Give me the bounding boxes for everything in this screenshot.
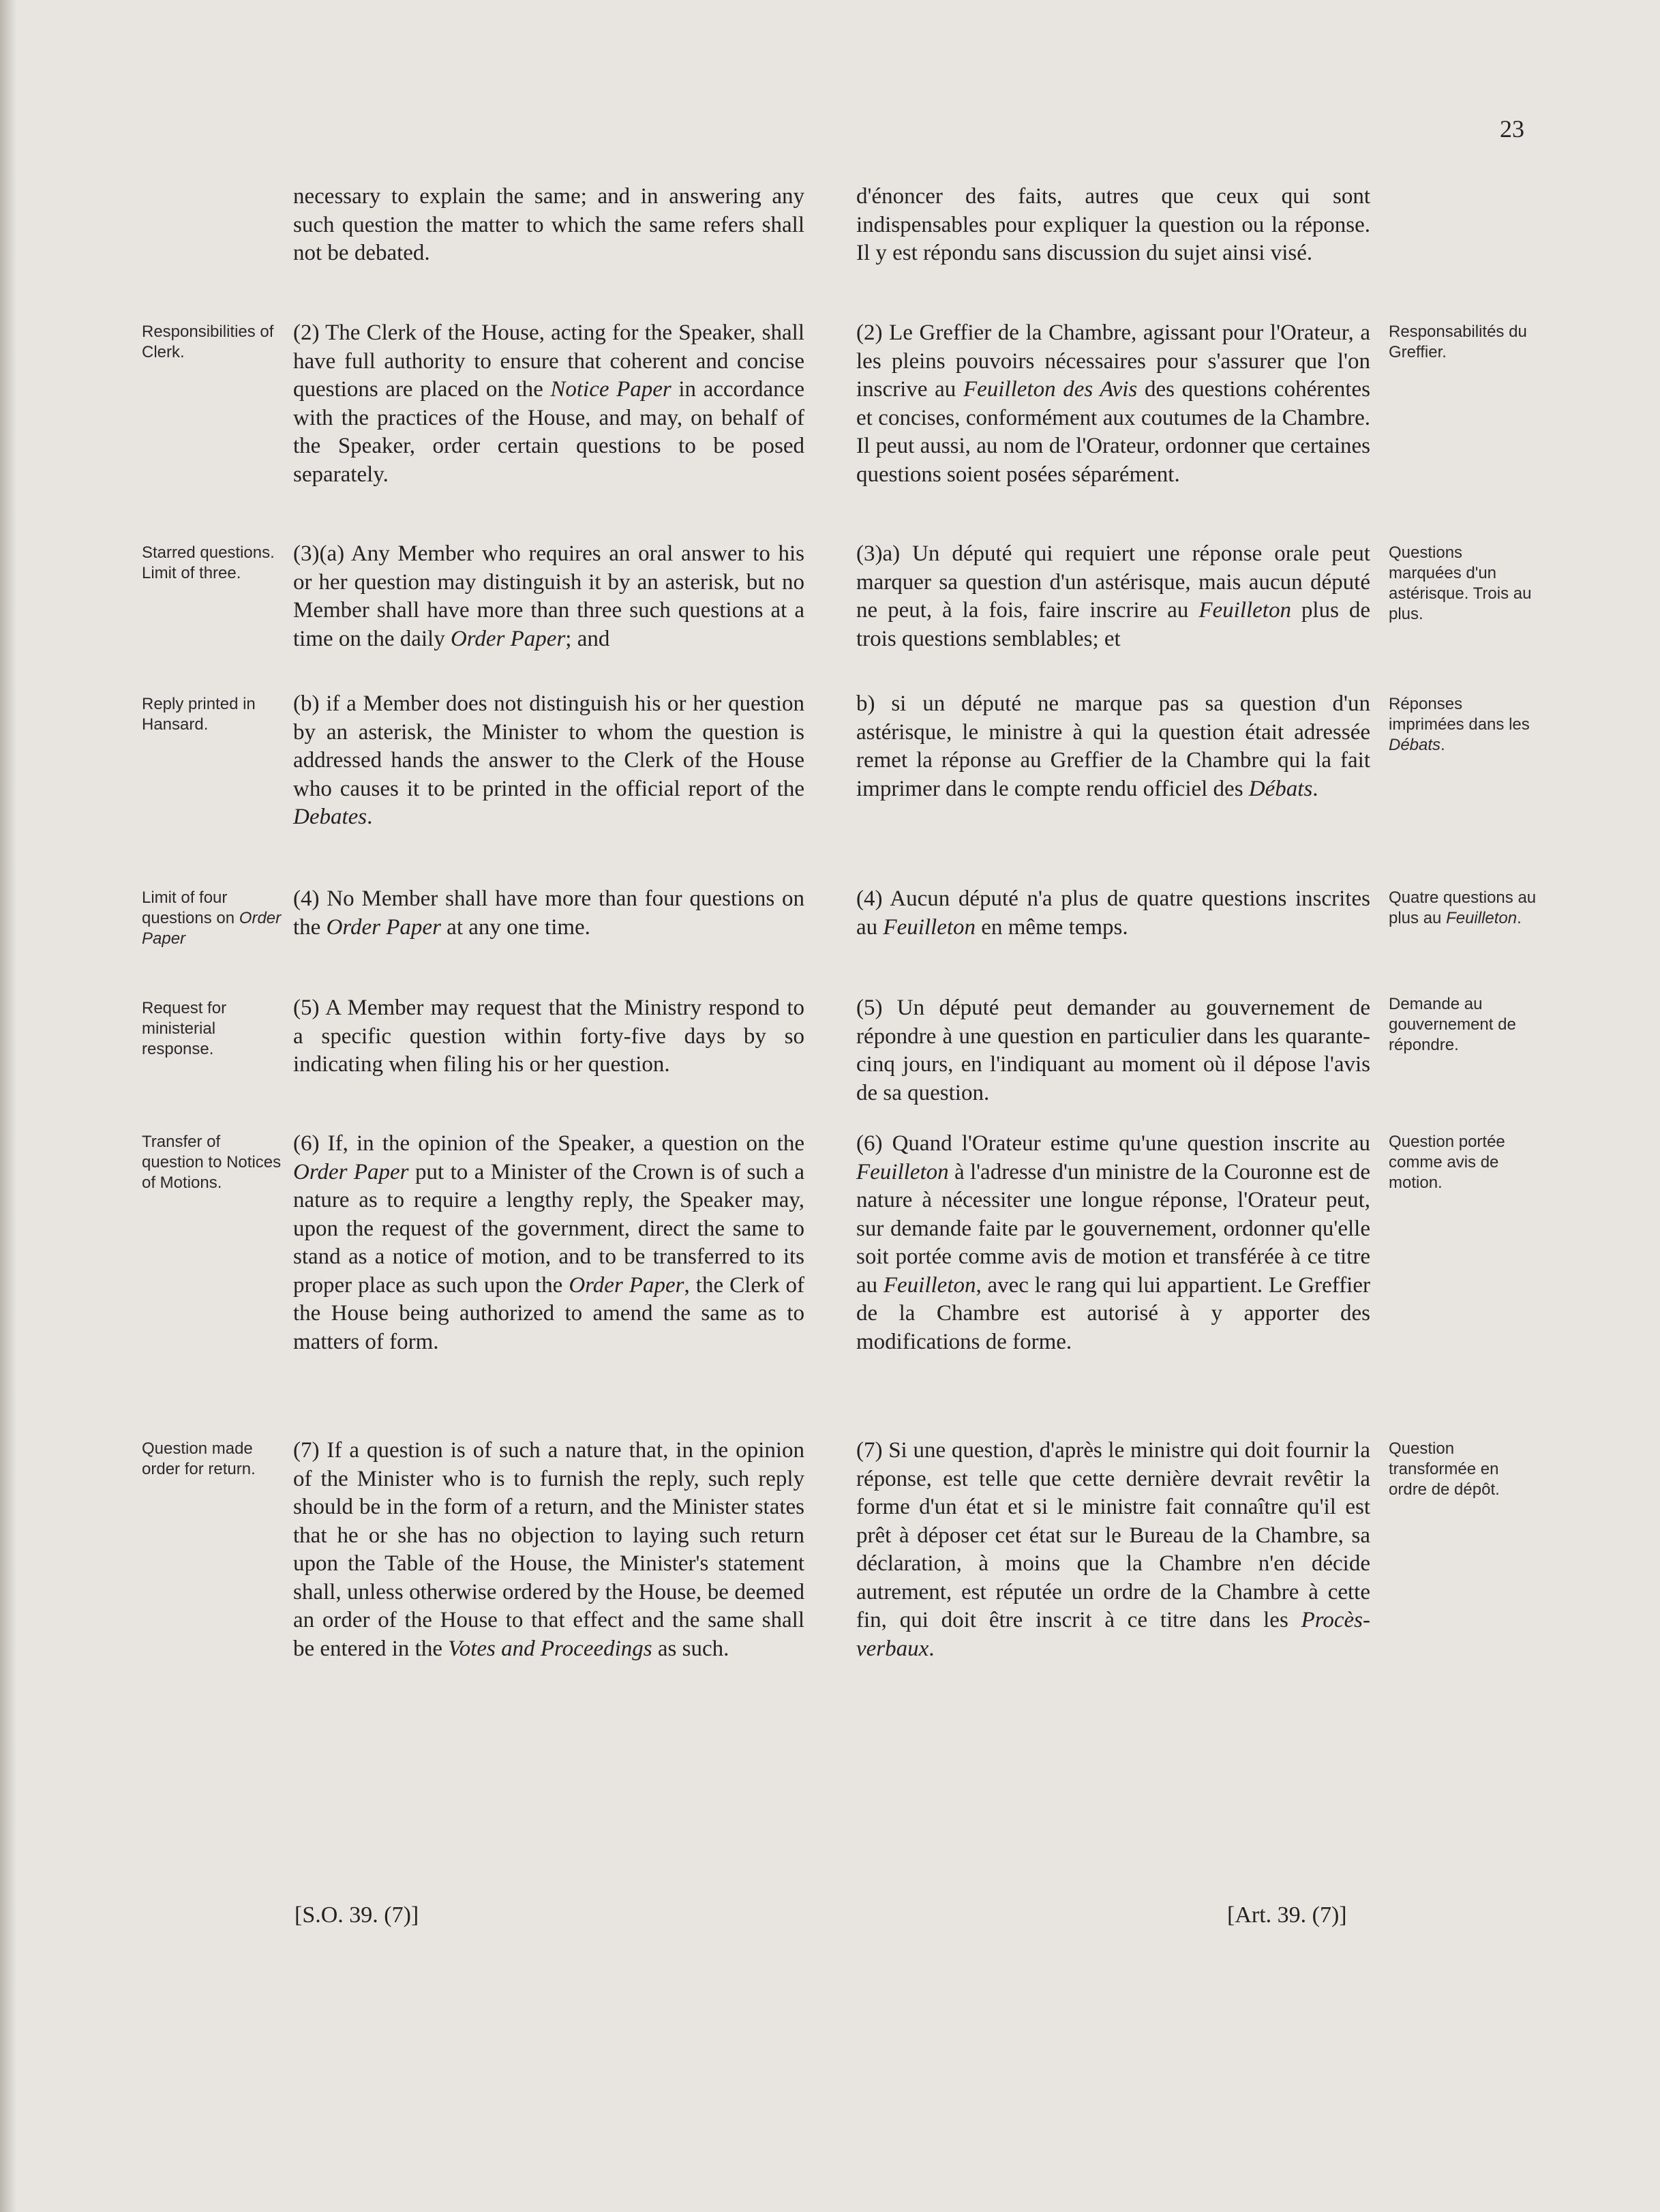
fr-paragraph-6: (6) Quand l'Orateur estime qu'une question inscrite au Feuilleton à l'adresse d'un ministre de la Couronne est de nature à nécessiter une longue réponse, l'Orateur peut, sur demande faite par le gouvernement, ordonner qu'elle soit portée comme avis de motion et transférée à ce titre au Feuilleton, avec le rang qui lui appartient. Le Greffier de la Chambre est autorisé à y apporter des modifications de forme. — [856, 1131, 1370, 1354]
en-intro: necessary to explain the same; and in answering any such question the matter to which the same refers shall not be debated. — [293, 184, 804, 265]
page-number: 23 — [1500, 115, 1524, 143]
margin-note-en-2: Responsibilities of Clerk. — [142, 323, 274, 361]
margin-note-fr-3a: Questions marquées d'un astérisque. Trois au plus. — [1389, 543, 1532, 623]
en-paragraph-3a: (3)(a) Any Member who requires an oral answer to his or her question may distinguish it by an asterisk, but no Member shall have more than three such questions at a time on the daily Order Paper; and — [293, 541, 804, 651]
fr-paragraph-3b: b) si un député ne marque pas sa question d'un astérisque, le ministre à qui la question était adressée remet la réponse au Greffier de la Chambre qui la fait imprimer dans le compte rendu officiel des Débats. — [856, 691, 1370, 801]
fr-paragraph-5: (5) Un député peut demander au gouvernement de répondre à une question en particulier dans les quarante-cinq jours, en l'indiquant au moment où il dépose l'avis de sa question. — [856, 996, 1370, 1105]
fr-paragraph-4: (4) Aucun député n'a plus de quatre questions inscrites au Feuilleton en même temps. — [856, 886, 1370, 940]
fr-paragraph-2: (2) Le Greffier de la Chambre, agissant pour l'Orateur, a les pleins pouvoirs nécessaires pour s'assurer que l'on inscrive au Feuilleton des Avis des questions cohérentes et concises, conformément aux coutumes de la Chambre. Il peut aussi, au nom de l'Orateur, ordonner que certaines questions soient posées séparément. — [856, 320, 1371, 487]
en-paragraph-2: (2) The Clerk of the House, acting for the Speaker, shall have full authority to ensure that coherent and concise questions are placed on the Notice Paper in accordance with the practices of the House, and may, on behalf of the Speaker, order certain questions to be posed separately. — [293, 320, 804, 487]
margin-note-en-6: Transfer of question to Notices of Motions. — [142, 1133, 282, 1192]
en-paragraph-6: (6) If, in the opinion of the Speaker, a question on the Order Paper put to a Minister of the Crown is of such a nature as to require a lengthy reply, the Speaker may, upon the request of the government, direct the same to stand as a notice of motion, and to be transferred to its proper place as such upon the Order Paper, the Clerk of the House being authorized to amend the same as to matters of form. — [293, 1131, 805, 1354]
margin-note-fr-4: Quatre questions au plus au Feuilleton. — [1389, 888, 1537, 927]
margin-note-en-3b: Reply printed in Hansard. — [142, 695, 256, 734]
en-paragraph-5: (5) A Member may request that the Ministry respond to a specific question within forty-five days by so indicating when filing his or her question. — [293, 996, 804, 1077]
margin-note-fr-6: Question portée comme avis de motion. — [1389, 1133, 1505, 1192]
margin-note-en-5: Request for ministerial response. — [142, 999, 227, 1058]
margin-note-fr-7: Question transformée en ordre de dépôt. — [1389, 1439, 1500, 1499]
fr-paragraph-3a: (3)a) Un député qui requiert une réponse orale peut marquer sa question d'un astérisque, mais aucun député ne peut, à la fois, faire inscrire au Feuilleton plus de trois questions semblables; et — [856, 541, 1370, 651]
margin-note-fr-5: Demande au gouvernement de répondre. — [1389, 995, 1516, 1054]
margin-note-fr-3b: Réponses imprimées dans les Débats. — [1389, 695, 1530, 754]
fr-intro: d'énoncer des faits, autres que ceux qui sont indispensables pour expliquer la question ou la réponse. Il y est répondu sans discussion du sujet ainsi visé. — [856, 184, 1370, 265]
en-paragraph-7: (7) If a question is of such a nature that, in the opinion of the Minister who is to furnish the reply, such reply should be in the form of a return, and the Minister states that he or she has no objection to laying such return upon the Table of the House, the Minister's statement shall, unless otherwise ordered by the House, be deemed an order of the House to that effect and the same shall be entered in the Votes and Proceedings as such. — [293, 1438, 804, 1661]
margin-note-fr-2: Responsabilités du Greffier. — [1389, 323, 1527, 361]
en-standing-order-reference: [S.O. 39. (7)] — [295, 1902, 419, 1928]
margin-note-en-7: Question made order for return. — [142, 1439, 256, 1478]
en-paragraph-3b: (b) if a Member does not distinguish his or her question by an asterisk, the Minister to whom the question is addressed hands the answer to the Clerk of the House who causes it to be printed in the official report of the Debates. — [293, 691, 804, 829]
en-paragraph-4: (4) No Member shall have more than four questions on the Order Paper at any one time. — [293, 886, 804, 940]
margin-note-en-4: Limit of four questions on Order Paper — [142, 888, 282, 948]
fr-paragraph-7: (7) Si une question, d'après le ministre qui doit fournir la réponse, est telle que cette dernière devrait revêtir la forme d'un état et si le ministre fait connaître qu'il est prêt à déposer cet état sur le Bureau de la Chambre, sa déclaration, à moins que la Chambre n'en décide autrement, est réputée un ordre de la Chambre à cette fin, qui doit être inscrit à ce titre dans les Procès-verbaux. — [856, 1438, 1370, 1661]
margin-note-en-3a: Starred questions. Limit of three. — [142, 543, 275, 582]
fr-article-reference: [Art. 39. (7)] — [1227, 1902, 1347, 1928]
page-binding-shadow — [0, 0, 16, 2212]
